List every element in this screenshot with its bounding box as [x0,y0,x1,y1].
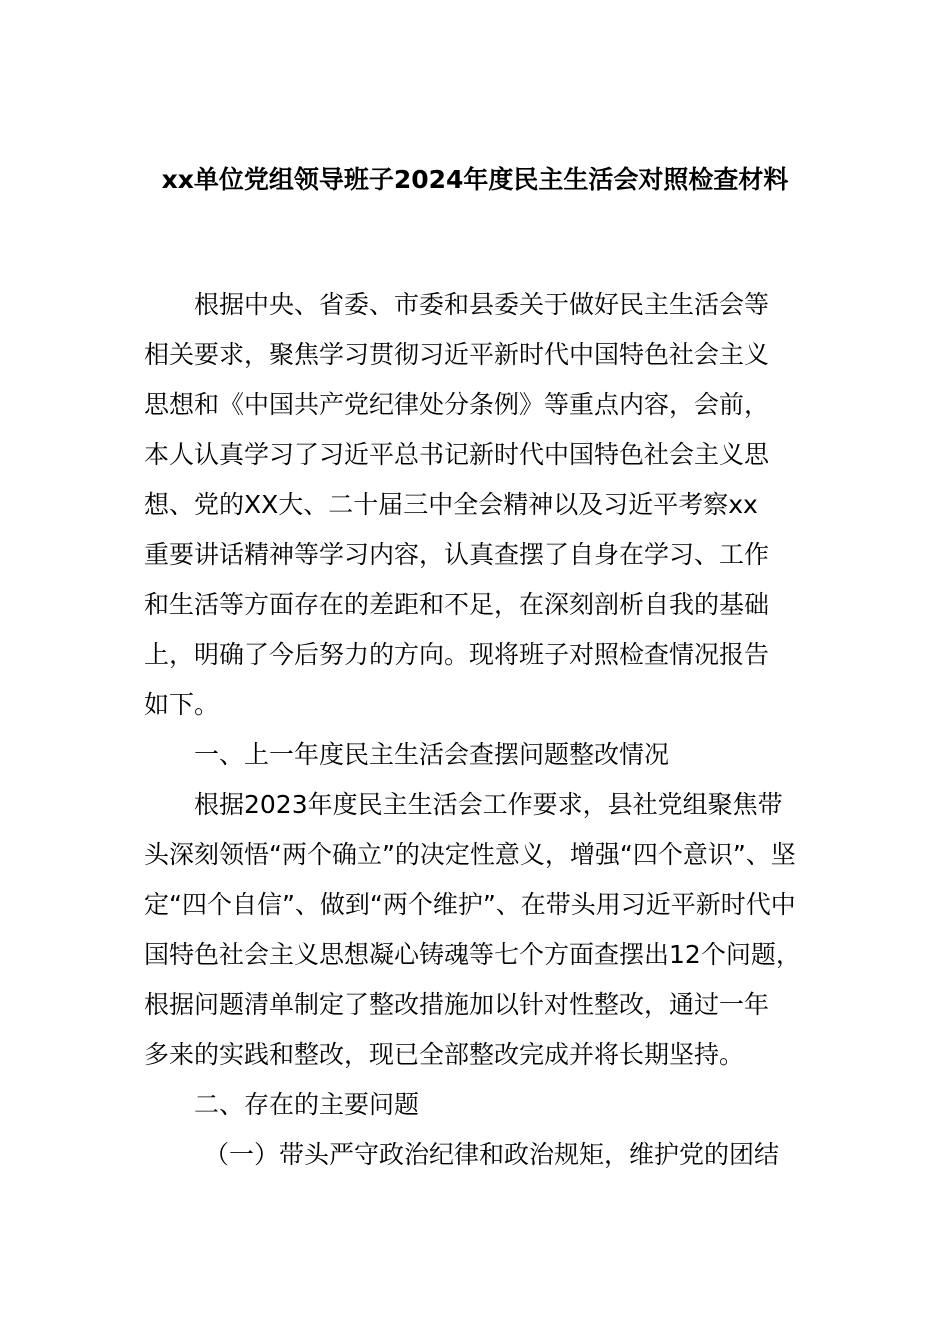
paragraph-line: 多来的实践和整改，现已全部整改完成并将长期坚持。 [144,1040,745,1069]
paragraph-line: 根据问题清单制定了整改措施加以针对性整改，通过一年 [144,990,770,1019]
paragraph-line: 定“四个自信”、做到“两个维护”、在带头用习近平新时代中 [144,890,796,919]
document-title: xx单位党组领导班子2024年度民主生活会对照检查材料 [161,165,789,194]
paragraph-line: 本人认真学习了习近平总书记新时代中国特色社会主义思 [144,440,770,469]
paragraph-line: 想、党的XX大、二十届三中全会精神以及习近平考察xx [144,490,758,519]
paragraph-line: 重要讲话精神等学习内容，认真查摆了自身在学习、工作 [144,540,770,569]
paragraph-line: 根据中央、省委、市委和县委关于做好民主生活会等 [194,290,770,319]
paragraph-line: 如下。 [144,690,220,719]
paragraph-line: 根据2023年度民主生活会工作要求，县社党组聚焦带 [194,790,783,819]
subsection-heading: （一）带头严守政治纪律和政治规矩，维护党的团结 [204,1140,780,1169]
document-body [144,280,834,1180]
paragraph-line: 思想和《中国共产党纪律处分条例》等重点内容，会前， [144,390,770,419]
paragraph-line: 和生活等方面存在的差距和不足，在深刻剖析自我的基础 [144,590,770,619]
section-heading: 一、上一年度民主生活会查摆问题整改情况 [194,740,670,769]
section-heading: 二、存在的主要问题 [194,1090,420,1119]
paragraph-line: 国特色社会主义思想凝心铸魂等七个方面查摆出12个问题， [144,940,801,969]
paragraph-line: 相关要求，聚焦学习贯彻习近平新时代中国特色社会主义 [144,340,770,369]
paragraph-line: 头深刻领悟“两个确立”的决定性意义，增强“四个意识”、坚 [144,840,796,869]
paragraph-line: 上，明确了今后努力的方向。现将班子对照检查情况报告 [144,640,770,669]
